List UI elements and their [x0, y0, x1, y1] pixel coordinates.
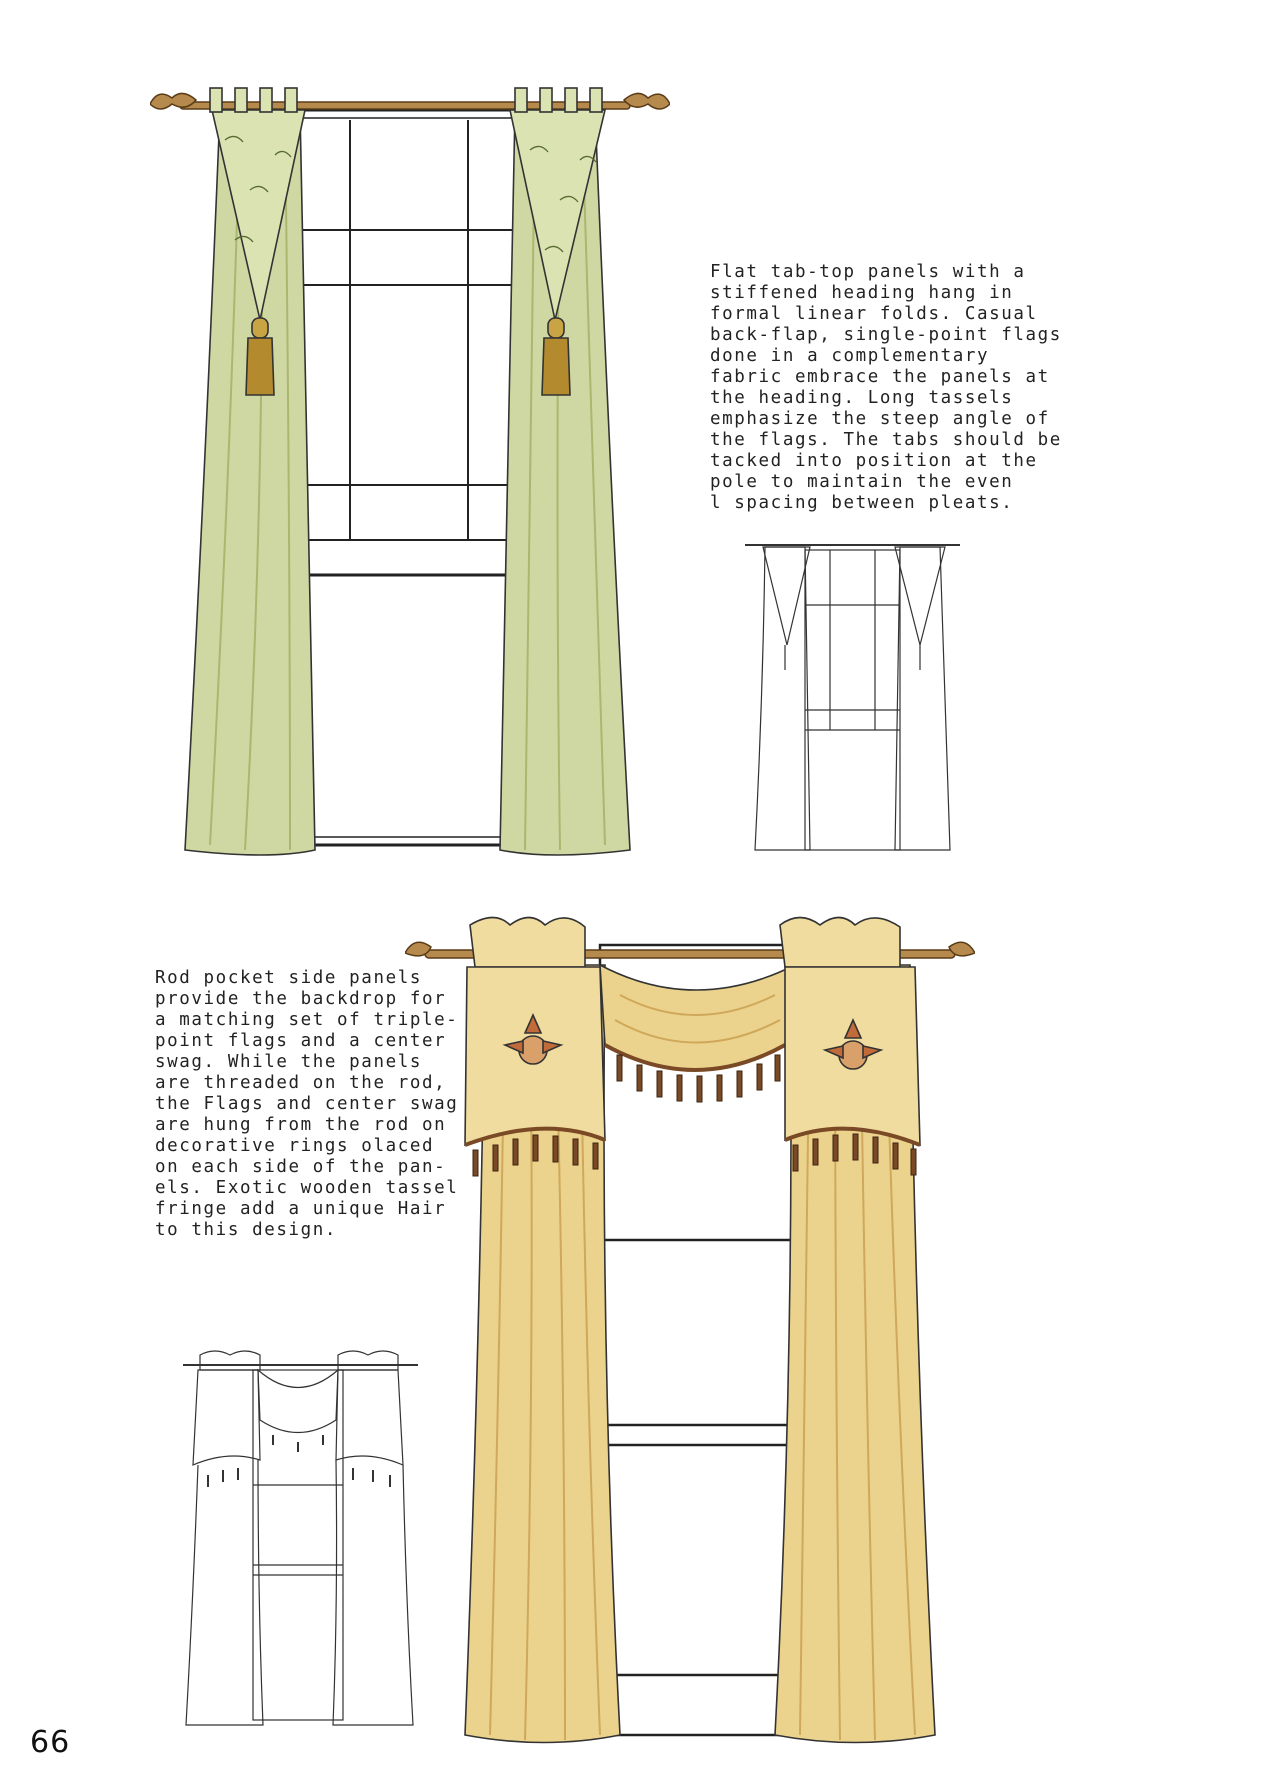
rod-pocket-outline-sketch	[178, 1350, 423, 1730]
center-swag	[600, 965, 795, 1070]
rod-pocket-curtain-illustration	[405, 905, 975, 1755]
bottom-caption-line: swag. While the panels	[155, 1052, 422, 1072]
top-caption-line: stiffened heading hang in	[710, 283, 1014, 303]
bottom-caption-line: provide the backdrop for	[155, 989, 447, 1009]
bottom-caption-line: fringe add a unique Hair	[155, 1199, 447, 1219]
top-caption-line: fabric embrace the panels at	[710, 367, 1050, 387]
bottom-caption-line: point flags and a center	[155, 1031, 447, 1051]
bottom-caption-line: to this design.	[155, 1220, 338, 1240]
bottom-caption-line: a matching set of triple-	[155, 1010, 459, 1030]
bottom-caption-line: Rod pocket side panels	[155, 968, 422, 988]
bottom-caption	[155, 968, 458, 1241]
top-caption-line: pole to maintain the even	[710, 472, 1014, 492]
bottom-caption-line: are threaded on the rod,	[155, 1073, 447, 1093]
top-caption-line: formal linear folds. Casual	[710, 304, 1038, 324]
left-green-panel	[185, 88, 315, 855]
top-caption	[710, 262, 1062, 514]
top-caption-line: tacked into position at the	[710, 451, 1038, 471]
top-caption-line: the flags. The tabs should be	[710, 430, 1062, 450]
top-caption-line: emphasize the steep angle of	[710, 409, 1050, 429]
bottom-caption-line: on each side of the pan-	[155, 1157, 447, 1177]
top-caption-line: Flat tab-top panels with a	[710, 262, 1026, 282]
top-caption-line: the heading. Long tassels	[710, 388, 1014, 408]
tab-top-outline-sketch	[735, 535, 970, 855]
top-caption-line: back-flap, single-point flags	[710, 325, 1062, 345]
right-green-panel	[500, 88, 630, 855]
left-gold-panel	[465, 918, 620, 1743]
tab-top-curtain-illustration	[150, 80, 670, 870]
window-frame	[290, 110, 530, 845]
bottom-caption-line: els. Exotic wooden tassel	[155, 1178, 459, 1198]
top-caption-line: done in a complementary	[710, 346, 990, 366]
bottom-caption-line: are hung from the rod on	[155, 1115, 447, 1135]
page-number: 66	[30, 1725, 71, 1760]
bottom-caption-line: the Flags and center swag	[155, 1094, 459, 1114]
top-caption-line: l spacing between pleats.	[710, 493, 1014, 513]
right-gold-panel	[775, 918, 935, 1743]
bottom-caption-line: decorative rings olaced	[155, 1136, 435, 1156]
